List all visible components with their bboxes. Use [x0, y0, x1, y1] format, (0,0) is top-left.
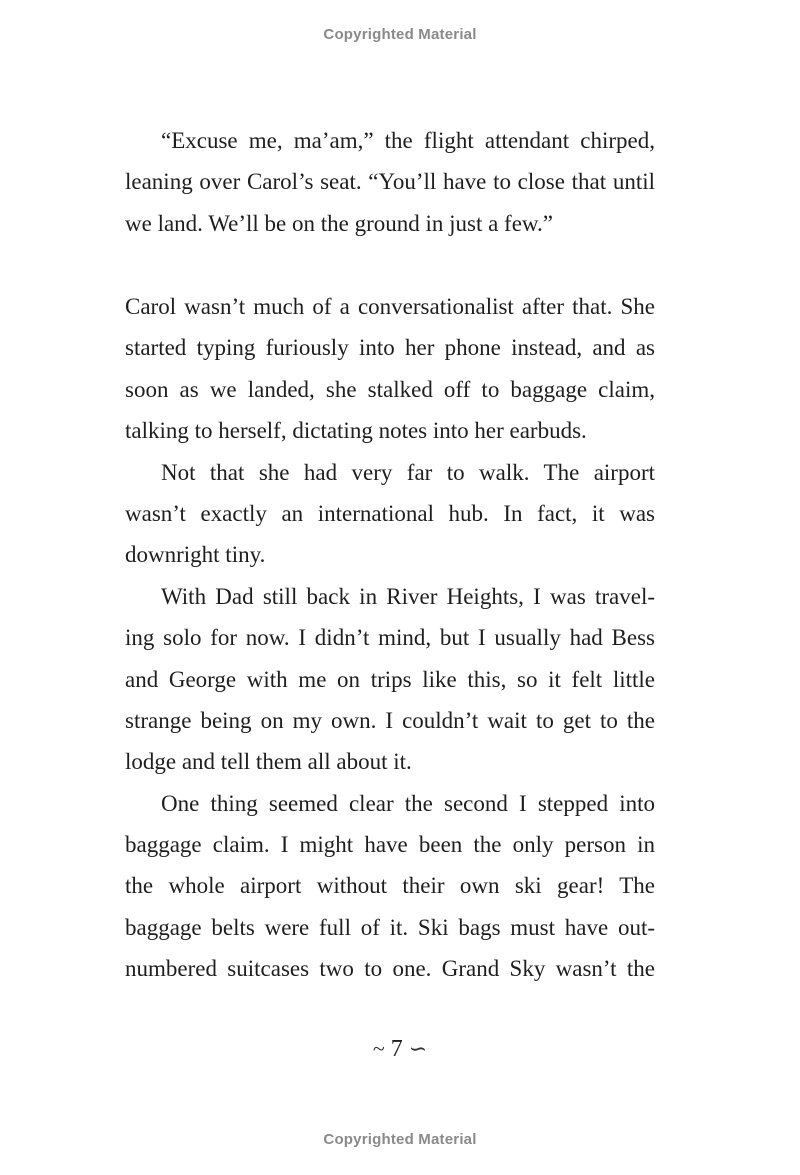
- text-line: strange being on my own. I couldn’t wait to get to the: [125, 707, 655, 733]
- text-section-2: [125, 286, 655, 990]
- text-line: With Dad still back in River Heights, I was travel-: [161, 583, 655, 609]
- text-line: “Excuse me, ma’am,” the flight attendant chirped,: [161, 128, 655, 153]
- text-line: downright tiny.: [125, 542, 266, 568]
- left-ornament-icon: ~: [372, 1036, 385, 1061]
- text-line: talking to herself, dictating notes into her earbuds.: [125, 418, 587, 444]
- right-ornament-icon: ∽: [408, 1036, 428, 1061]
- copyright-watermark-top: Copyrighted Material: [323, 26, 477, 43]
- text-line: and George with me on trips like this, so it felt little: [125, 666, 655, 692]
- paragraph: [125, 576, 655, 783]
- text-line: One thing seemed clear the second I stepped into: [161, 790, 655, 816]
- text-line: numbered suitcases two to one. Grand Sky wasn’t the: [125, 956, 655, 982]
- text-line: Carol wasn’t much of a conversationalist after that. She: [125, 294, 655, 319]
- text-line: lodge and tell them all about it.: [125, 749, 412, 775]
- text-line: we land. We’ll be on the ground in just a few.”: [125, 210, 554, 236]
- text-section-1: [125, 120, 655, 244]
- paragraph: [125, 286, 655, 452]
- text-line: Not that she had very far to walk. The airport: [161, 459, 655, 485]
- copyright-watermark-bottom: Copyrighted Material: [323, 1131, 477, 1148]
- paragraph: [125, 452, 655, 576]
- text-line: baggage claim. I might have been the only person in: [125, 832, 655, 858]
- text-line: wasn’t exactly an international hub. In fact, it was: [125, 500, 655, 526]
- paragraph: [125, 120, 655, 244]
- text-line: ing solo for now. I didn’t mind, but I usually had Bess: [125, 625, 655, 651]
- text-line: soon as we landed, she stalked off to baggage claim,: [125, 376, 655, 402]
- text-line: baggage belts were full of it. Ski bags must have out-: [125, 914, 655, 940]
- page-number: [0, 1036, 800, 1063]
- paragraph: [125, 783, 655, 990]
- text-line: leaning over Carol’s seat. “You’ll have to close that until: [125, 169, 655, 195]
- page-number-value: 7: [390, 1036, 403, 1062]
- text-line: the whole airport without their own ski gear! The: [125, 873, 655, 899]
- text-line: started typing furiously into her phone instead, and as: [125, 335, 655, 361]
